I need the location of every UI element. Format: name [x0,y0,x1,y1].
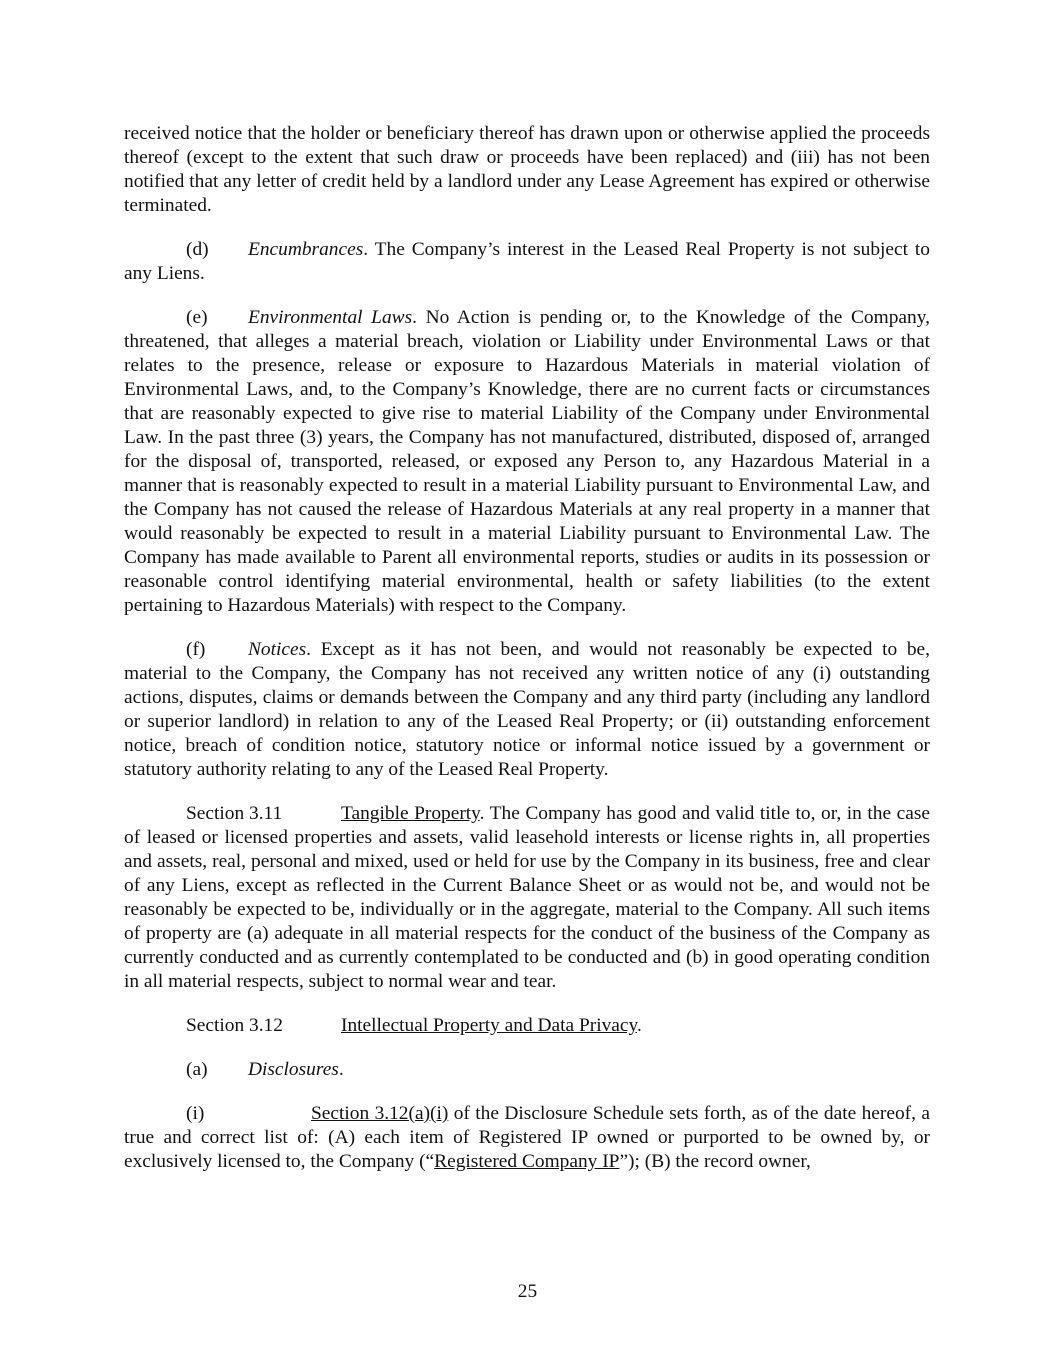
section-title: Tangible Property [341,803,480,824]
clause-f-notices [124,638,930,782]
clause-label: (a) [186,1059,208,1080]
clause-d-encumbrances [124,238,930,286]
clause-title: Disclosures [248,1059,339,1080]
clause-e-environmental-laws [124,306,930,618]
section-text: . The Company has good and valid title to, or, in the case of leased or licensed properties and assets, valid leasehold interests or license rights in, all properties and assets, real, personal and mixed, used or held for use by the Company in its business, free and clear of any Liens, except as reflected in the Current Balance Sheet or as would not be, and would not be reasonably be expected to be, individually or in the aggregate, material to the Company. All such items of property are (a) adequate in all material respects for the conduct of the business of the Company as currently conducted and as currently contemplated to be conducted and (b) in good operating condition in all material respects, subject to normal wear and tear. [124,803,930,992]
clause-a-disclosures: (a) Disclosures. [186,1059,344,1080]
clause-label: (f) [186,639,206,660]
page-number: 25 [517,1281,538,1302]
clause-label: (i) [186,1103,205,1124]
section-3-12-heading: Section 3.12 Intellectual Property and Data Privacy. [186,1015,642,1036]
clause-text: . The Company’s interest in the Leased Real Property is not subject to any Liens. [124,239,930,284]
section-3-11-tangible-property [124,802,930,994]
section-label: Section 3.11 [186,803,283,824]
paragraph-continuation: received notice that the holder or beneficiary thereof has drawn upon or otherwise applied the proceeds thereof (except to the extent that such draw or proceeds have been replaced) and (iii) has not been notified that any letter of credit held by a landlord under any Lease Agreement has expired or otherwise terminated. [124,123,930,216]
clause-text: . No Action is pending or, to the Knowledge of the Company, threatened, that alleges a material breach, violation or Liability under Environmental Laws or that relates to the presence, release or exposure to Hazardous Materials in material violation of Environmental Laws, and, to the Company’s Knowledge, there are no current facts or circumstances that are reasonably expected to give rise to material Liability of the Company under Environmental Law. In the past three (3) years, the Company has not manufactured, distributed, disposed of, arranged for the disposal of, transported, released, or exposed any Person to, any Hazardous Material in a manner that is reasonably expected to result in a material Liability pursuant to Environmental Law, and the Company has not caused the release of Hazardous Materials at any real property in a manner that would reasonably be expected to result in a material Liability pursuant to Environmental Law. The Company has made available to Parent all environmental reports, studies or audits in its possession or reasonable control identifying material environmental, health or safety liabilities (to the extent pertaining to Hazardous Materials) with respect to the Company. [124,307,930,616]
clause-title: Notices [248,639,307,660]
section-label: Section 3.12 [186,1015,283,1036]
defined-term: Registered Company IP [434,1151,620,1172]
section-title: Intellectual Property and Data Privacy [341,1015,637,1036]
clause-label: (e) [186,307,208,328]
clause-title: Encumbrances [248,239,364,260]
clause-i-registered-ip: (i) Section 3.12(a)(i) of the Disclosure Schedule sets forth, as of the date hereof, a true and correct list of: (A) each item of Registered IP owned or purported to be owned by, or exclusively licensed to, the Company (“Registered Company IP”); (B) the record owner, [124,1103,930,1172]
clause-label: (d) [186,239,209,260]
clause-title: Environmental Laws [248,307,413,328]
document-body [124,122,930,1174]
section-reference: Section 3.12(a)(i) [311,1103,449,1124]
clause-text: . Except as it has not been, and would not reasonably be expected to be, material to the Company, the Company has not received any written notice of any (i) outstanding actions, disputes, claims or demands between the Company and any third party (including any landlord or superior landlord) in relation to any of the Leased Real Property; or (ii) outstanding enforcement notice, breach of condition notice, statutory notice or informal notice issued by a government or statutory authority relating to any of the Leased Real Property. [124,639,930,780]
